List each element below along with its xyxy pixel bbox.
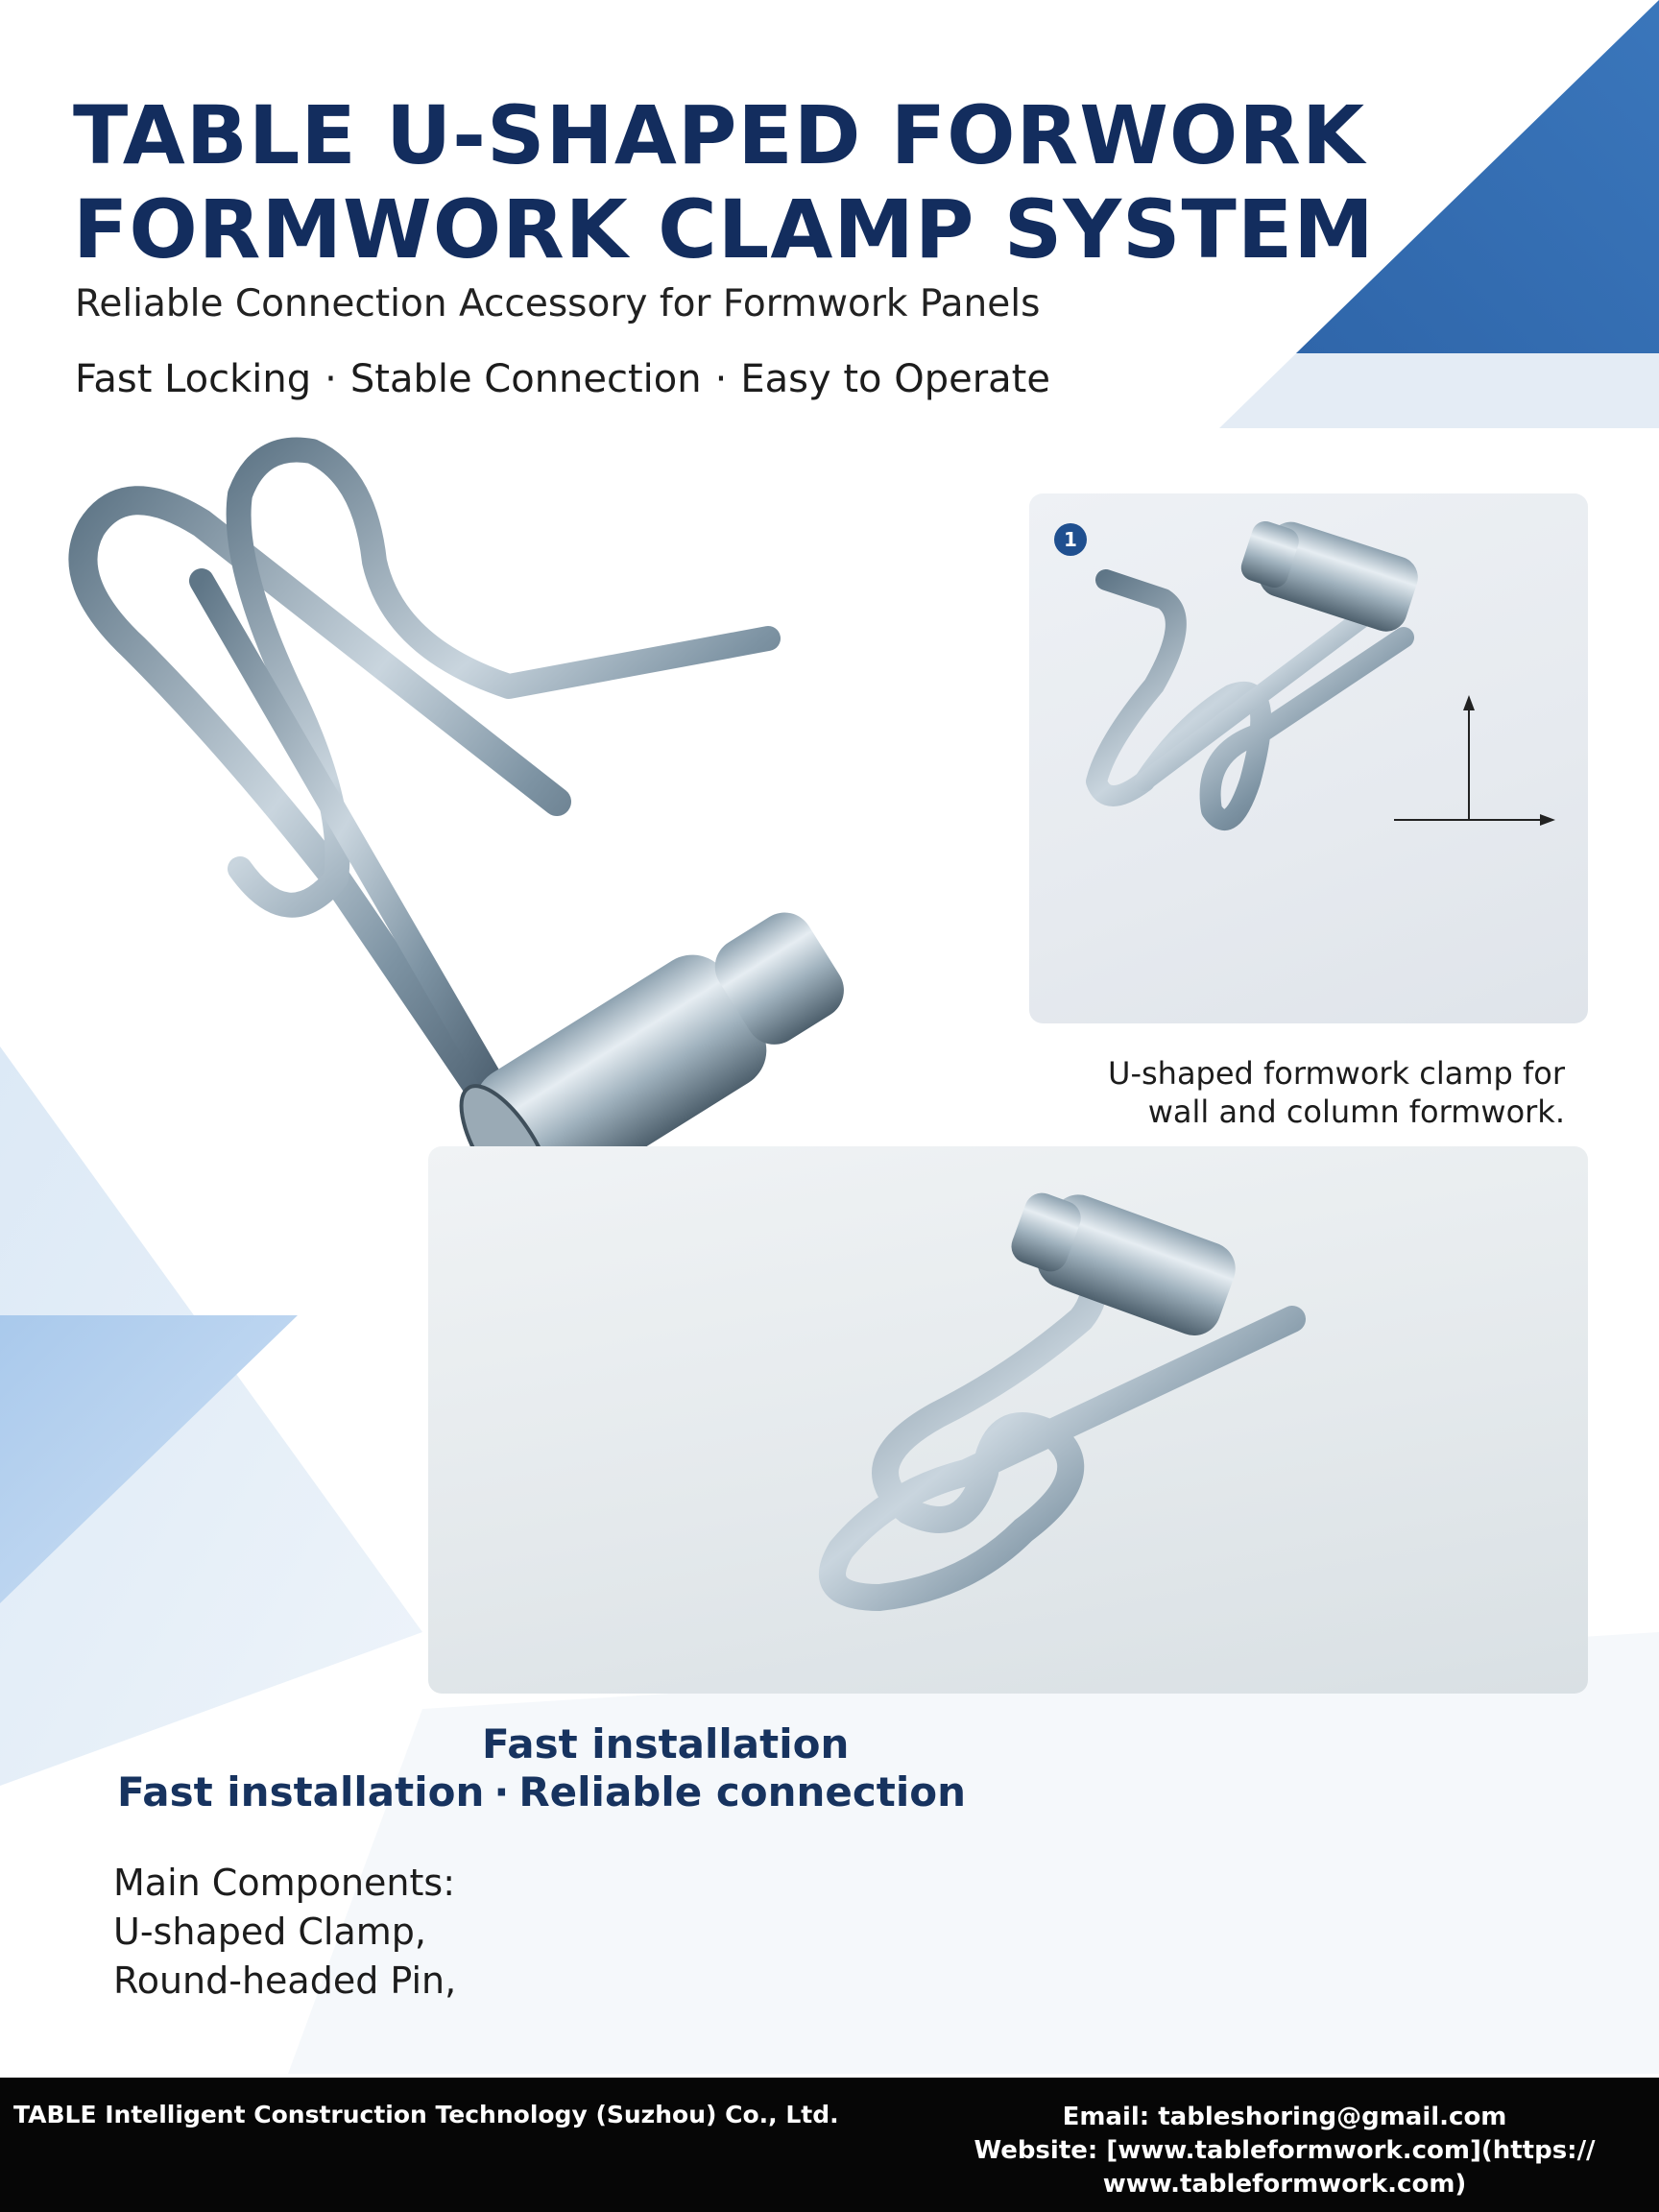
components-heading: Main Components:	[113, 1862, 456, 1904]
feature-separator: ·	[325, 357, 337, 401]
company-name: TABLE Intelligent Construction Technology (Suzhou) Co., Ltd.	[13, 2101, 839, 2128]
feature-item: Fast Locking	[75, 357, 312, 401]
title-line-1: TABLE U-SHAPED FORWORK	[73, 88, 1366, 182]
product-photo-1	[1029, 493, 1588, 1023]
website-link-line-2[interactable]: www.tableformwork.com)	[1102, 2170, 1467, 2199]
caption-line-2: wall and column formwork.	[1147, 1094, 1565, 1130]
clamp-photo-2-drawing	[428, 1146, 1588, 1694]
feature-item: Easy to Operate	[740, 357, 1050, 401]
contact-info	[968, 2101, 1601, 2201]
components-list	[113, 1859, 456, 2006]
tagline-left: Fast installation	[117, 1768, 485, 1815]
photo-1-caption	[1046, 1054, 1565, 1131]
title-line-2: FORMWORK CLAMP SYSTEM	[73, 182, 1375, 276]
email-link[interactable]: Email: tableshoring@gmail.com	[1062, 2103, 1507, 2131]
bottom-pale-wash	[288, 1632, 1659, 2074]
clamp-photo-1-drawing	[1029, 493, 1588, 1023]
feature-item: Stable Connection	[349, 357, 702, 401]
feature-list	[75, 357, 1050, 401]
component-item: Round-headed Pin,	[113, 1960, 457, 2002]
tagline-separator: ·	[493, 1768, 510, 1815]
feature-separator: ·	[714, 357, 728, 401]
product-photo-2	[428, 1146, 1588, 1694]
website-link-line-1[interactable]: Website: [www.tableformwork.com](https://	[974, 2136, 1596, 2165]
tagline-right: Reliable connection	[518, 1768, 967, 1815]
footer-bar	[0, 2078, 1659, 2212]
tagline-top: Fast installation	[482, 1720, 850, 1767]
component-item: U-shaped Clamp,	[113, 1911, 426, 1953]
step-badge: 1	[1054, 523, 1087, 556]
caption-line-1: U-shaped formwork clamp for	[1108, 1055, 1565, 1092]
page-title	[73, 88, 1375, 276]
tagline-row	[117, 1768, 966, 1815]
subtitle: Reliable Connection Accessory for Formwork Panels	[75, 282, 1041, 325]
